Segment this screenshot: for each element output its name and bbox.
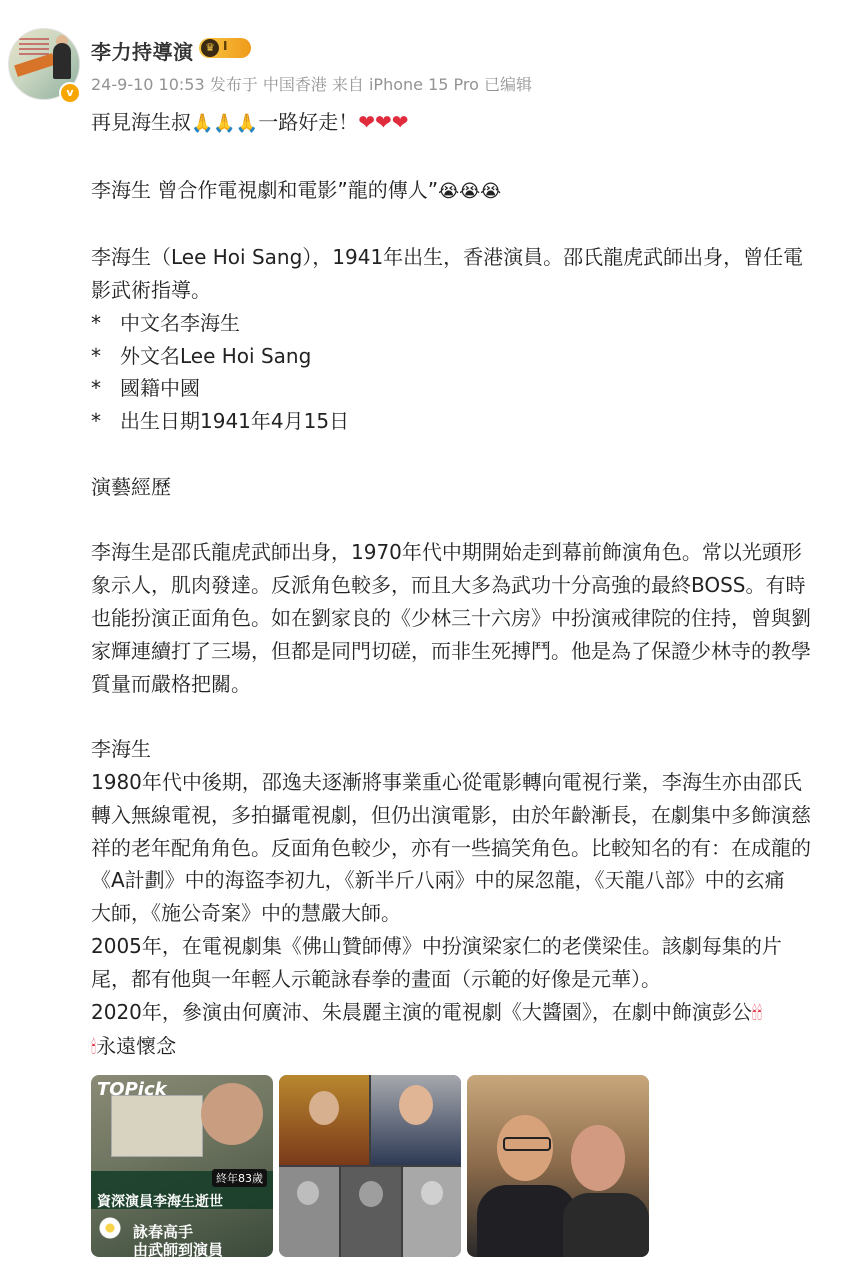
name-heading: 李海生: [91, 737, 151, 762]
avatar-text-graphic: [19, 37, 49, 55]
post-text: 永遠懷念: [96, 1034, 177, 1059]
crying-emoji-icon: 😭😭😭: [438, 180, 502, 202]
post-line: [91, 1030, 841, 1065]
candle-emoji-icon: 🕯: [91, 1037, 97, 1059]
caption-sub-line: 由武師到演員: [133, 1241, 224, 1257]
collage-tile: [403, 1167, 461, 1257]
heart-emoji-icon: ❤❤❤: [358, 110, 409, 134]
post-text: 一路好走！: [258, 110, 359, 134]
post-line: 2005年，在電視劇集《佛山贊師傅》中扮演梁家仁的老僕梁佳。該劇每集的片: [91, 933, 782, 958]
bullet-text: 出生日期1941年4月15日: [120, 409, 350, 434]
person-body: [477, 1185, 577, 1257]
collage-face: [309, 1091, 339, 1125]
person-body: [563, 1193, 649, 1257]
post-line: 也能扮演正面角色。如在劉家良的《少林三十六房》中扮演戒律院的住持，曾與劉: [91, 605, 811, 630]
collage-tile: [279, 1075, 369, 1165]
bullet-mark: *: [91, 310, 101, 335]
post-line: 李海生（Lee Hoi Sang），1941年出生，香港演員。邵氏龍虎武師出身，曾任電: [91, 245, 804, 270]
post-line: 大師，《施公奇案》中的慧嚴大師。: [91, 901, 401, 926]
avatar-banner: [14, 53, 56, 77]
post-line: 轉入無線電視，多拍攝電視劇，但仍出演電影，由於年齡漸長，在劇集中多飾演慈: [91, 802, 811, 827]
caption-sub-line: 詠春高手: [133, 1223, 194, 1241]
spacer: [91, 438, 841, 471]
candle-emoji-icon: 🕯🕯: [751, 1002, 763, 1024]
bullet-item: [91, 405, 841, 438]
post-meta: 24-9-10 10:53 发布于 中国香港 来自 iPhone 15 Pro 已编辑: [91, 75, 532, 94]
post-line: 尾，都有他與一年輕人示範詠春拳的畫面（示範的好像是元華）。: [91, 966, 661, 991]
post-body: [91, 106, 841, 1065]
age-tag: 終年83歲: [212, 1169, 267, 1187]
vip-badge[interactable]: [199, 38, 251, 58]
vip-level: I: [223, 39, 228, 53]
bullet-item: [91, 307, 841, 340]
post-text: 2020年，參演由何廣沛、朱晨麗主演的電視劇《大醬園》，在劇中飾演彭公: [91, 999, 752, 1024]
post-line: 《A計劃》中的海盜李初九，《新半斤八兩》中的屎忽龍，《天龍八部》中的玄痛: [91, 868, 785, 893]
post-line: 影武術指導。: [91, 277, 211, 302]
spacer: [91, 700, 841, 733]
crown-icon: ♛: [201, 39, 219, 57]
post-header: [0, 0, 859, 110]
news-logo: TOPick: [97, 1079, 167, 1100]
portrait: [201, 1083, 263, 1145]
section-title: 演藝經歷: [91, 474, 171, 499]
collage-face: [421, 1181, 443, 1205]
avatar-person: [53, 43, 71, 79]
collage-face: [297, 1181, 319, 1205]
bullet-mark: *: [91, 343, 101, 368]
post-text: 李海生 曾合作電視劇和電影”龍的傳人”: [91, 177, 439, 202]
collage-tile: [279, 1167, 339, 1257]
bullet-mark: *: [91, 409, 101, 434]
post-line: [91, 996, 841, 1031]
photo-collage[interactable]: [279, 1075, 461, 1257]
bullet-text: 國籍中國: [120, 376, 200, 401]
bullet-text: 中文名李海生: [120, 310, 240, 335]
post-line: 祥的老年配角角色。反面角色較少，亦有一些搞笑角色。比較知名的有：在成龍的: [91, 835, 811, 860]
photo-selfie[interactable]: [467, 1075, 649, 1257]
post-line: 象示人，肌肉發達。反派角色較多，而且大多為武功十分高強的最終BOSS。有時: [91, 573, 806, 598]
bullet-mark: *: [91, 376, 101, 401]
bullet-item: [91, 340, 841, 373]
pray-emoji-icon: 🙏🙏🙏: [191, 113, 259, 134]
spacer: [91, 504, 841, 537]
caption-sub: [133, 1223, 223, 1257]
collage-face: [399, 1085, 433, 1125]
collage-tile: [341, 1167, 401, 1257]
spacer: [91, 208, 841, 241]
glasses: [503, 1137, 551, 1151]
person-face: [571, 1125, 625, 1191]
old-photo: [111, 1095, 203, 1157]
caption-title: 資深演員李海生逝世: [97, 1194, 223, 1210]
collage-tile: [371, 1075, 461, 1165]
flower-icon: [99, 1217, 121, 1239]
post-line: 家輝連續打了三場，但都是同門切磋，而非生死搏鬥。他是為了保證少林寺的教學: [91, 638, 811, 663]
post-line: 李海生是邵氏龍虎武師出身，1970年代中期開始走到幕前飾演角色。常以光頭形: [91, 540, 802, 565]
post-line: 質量而嚴格把關。: [91, 671, 251, 696]
post-line: [91, 106, 841, 141]
collage-face: [359, 1181, 383, 1207]
verified-icon: v: [59, 82, 81, 104]
post-text: 再見海生叔: [91, 110, 191, 134]
bullet-item: [91, 372, 841, 405]
post-line: 1980年代中後期，邵逸夫逐漸將事業重心從電影轉向電視行業，李海生亦由邵氏: [91, 769, 802, 794]
spacer: [91, 141, 841, 174]
post-line: [91, 174, 841, 209]
bullet-text: 外文名Lee Hoi Sang: [120, 343, 312, 368]
username[interactable]: 李力持導演: [91, 40, 194, 64]
photo-news-graphic[interactable]: [91, 1075, 273, 1257]
